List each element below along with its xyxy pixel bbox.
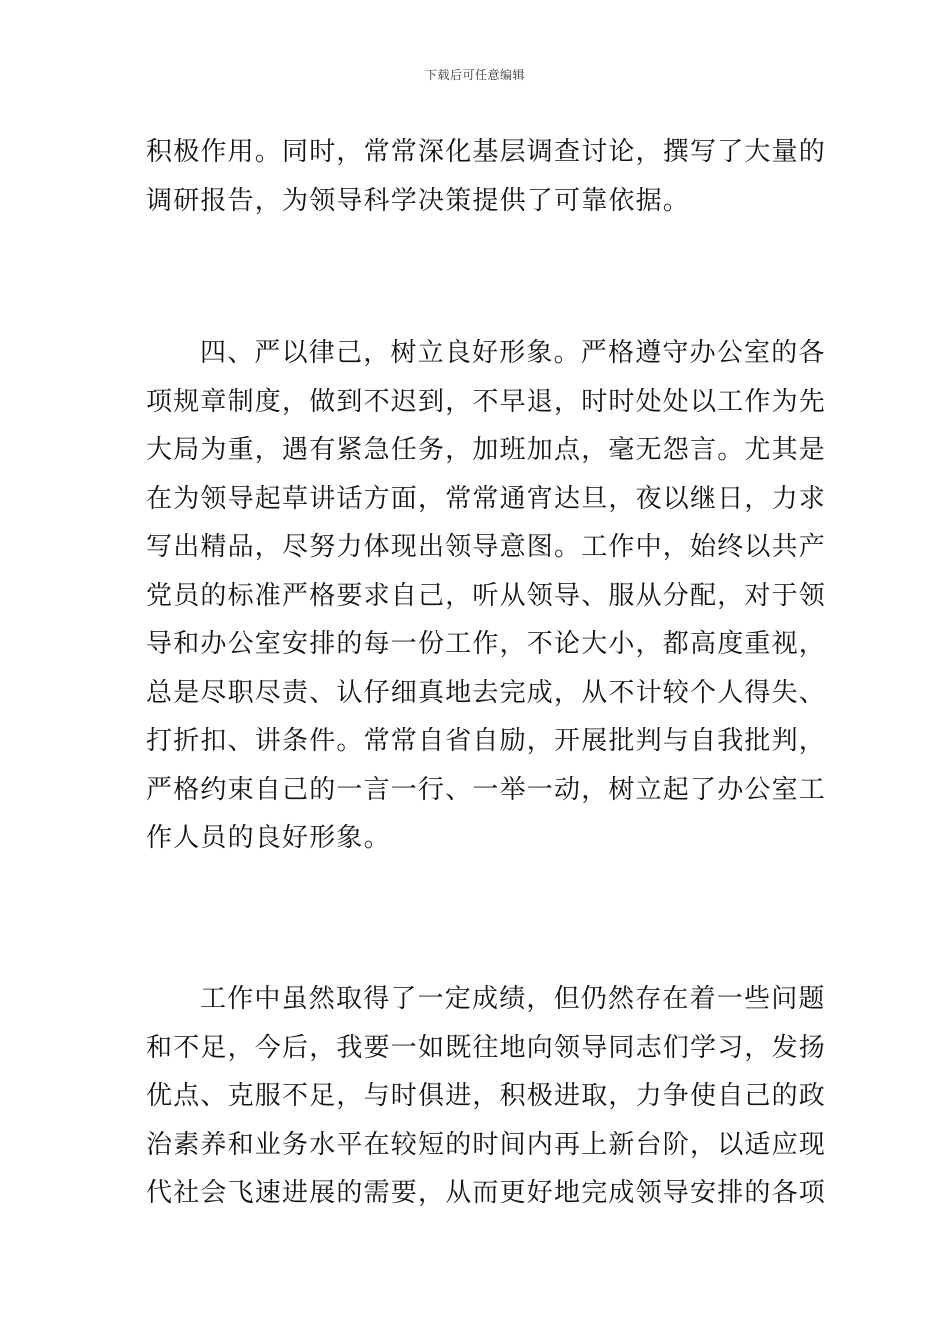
text-line: 和不足，今后，我要一如既往地向领导同志们学习，发扬 bbox=[146, 1032, 827, 1063]
paragraph-section-four bbox=[146, 329, 826, 863]
text-line: 代社会飞速进展的需要，从而更好地完成领导安排的各项 bbox=[146, 1178, 827, 1208]
paragraph-continuation bbox=[146, 128, 826, 225]
text-line: 在为领导起草讲话方面，常常通宵达旦，夜以继日，力求 bbox=[146, 483, 827, 514]
text-line: 项规章制度，做到不迟到，不早退，时时处处以工作为先 bbox=[146, 386, 827, 417]
text-line: 严格约束自己的一言一行、一举一动，树立起了办公室工 bbox=[146, 774, 827, 805]
text-line: 积极作用。同时，常常深化基层调查讨论，撰写了大量的 bbox=[146, 137, 827, 167]
text-line: 工作中虽然取得了一定成绩，但仍然存在着一些问题 bbox=[200, 984, 826, 1014]
text-line: 治素养和业务水平在较短的时间内再上新台阶，以适应现 bbox=[146, 1129, 827, 1160]
text-line: 导和办公室安排的每一份工作，不论大小，都高度重视， bbox=[146, 629, 827, 659]
paragraph-conclusion bbox=[146, 975, 826, 1218]
text-line: 优点、克服不足，与时俱进，积极进取，力争使自己的政 bbox=[146, 1081, 827, 1111]
text-line: 调研报告，为领导科学决策提供了可靠依据。 bbox=[146, 185, 691, 216]
text-line: 作人员的良好形象。 bbox=[146, 823, 391, 853]
text-line: 大局为重，遇有紧急任务，加班加点，毫无怨言。尤其是 bbox=[146, 435, 827, 465]
text-line: 打折扣、讲条件。常常自省自励，开展批判与自我批判， bbox=[146, 726, 827, 756]
text-line: 写出精品，尽努力体现出领导意图。工作中，始终以共产 bbox=[146, 532, 827, 562]
text-line: 总是尽职尽责、认仔细真地去完成，从不计较个人得失、 bbox=[146, 677, 827, 708]
text-line: 党员的标准严格要求自己，听从领导、服从分配，对于领 bbox=[146, 580, 827, 611]
page-header: 下载后可任意编辑 bbox=[424, 68, 525, 82]
text-line: 四、严以律己，树立良好形象。严格遵守办公室的各 bbox=[200, 338, 826, 368]
